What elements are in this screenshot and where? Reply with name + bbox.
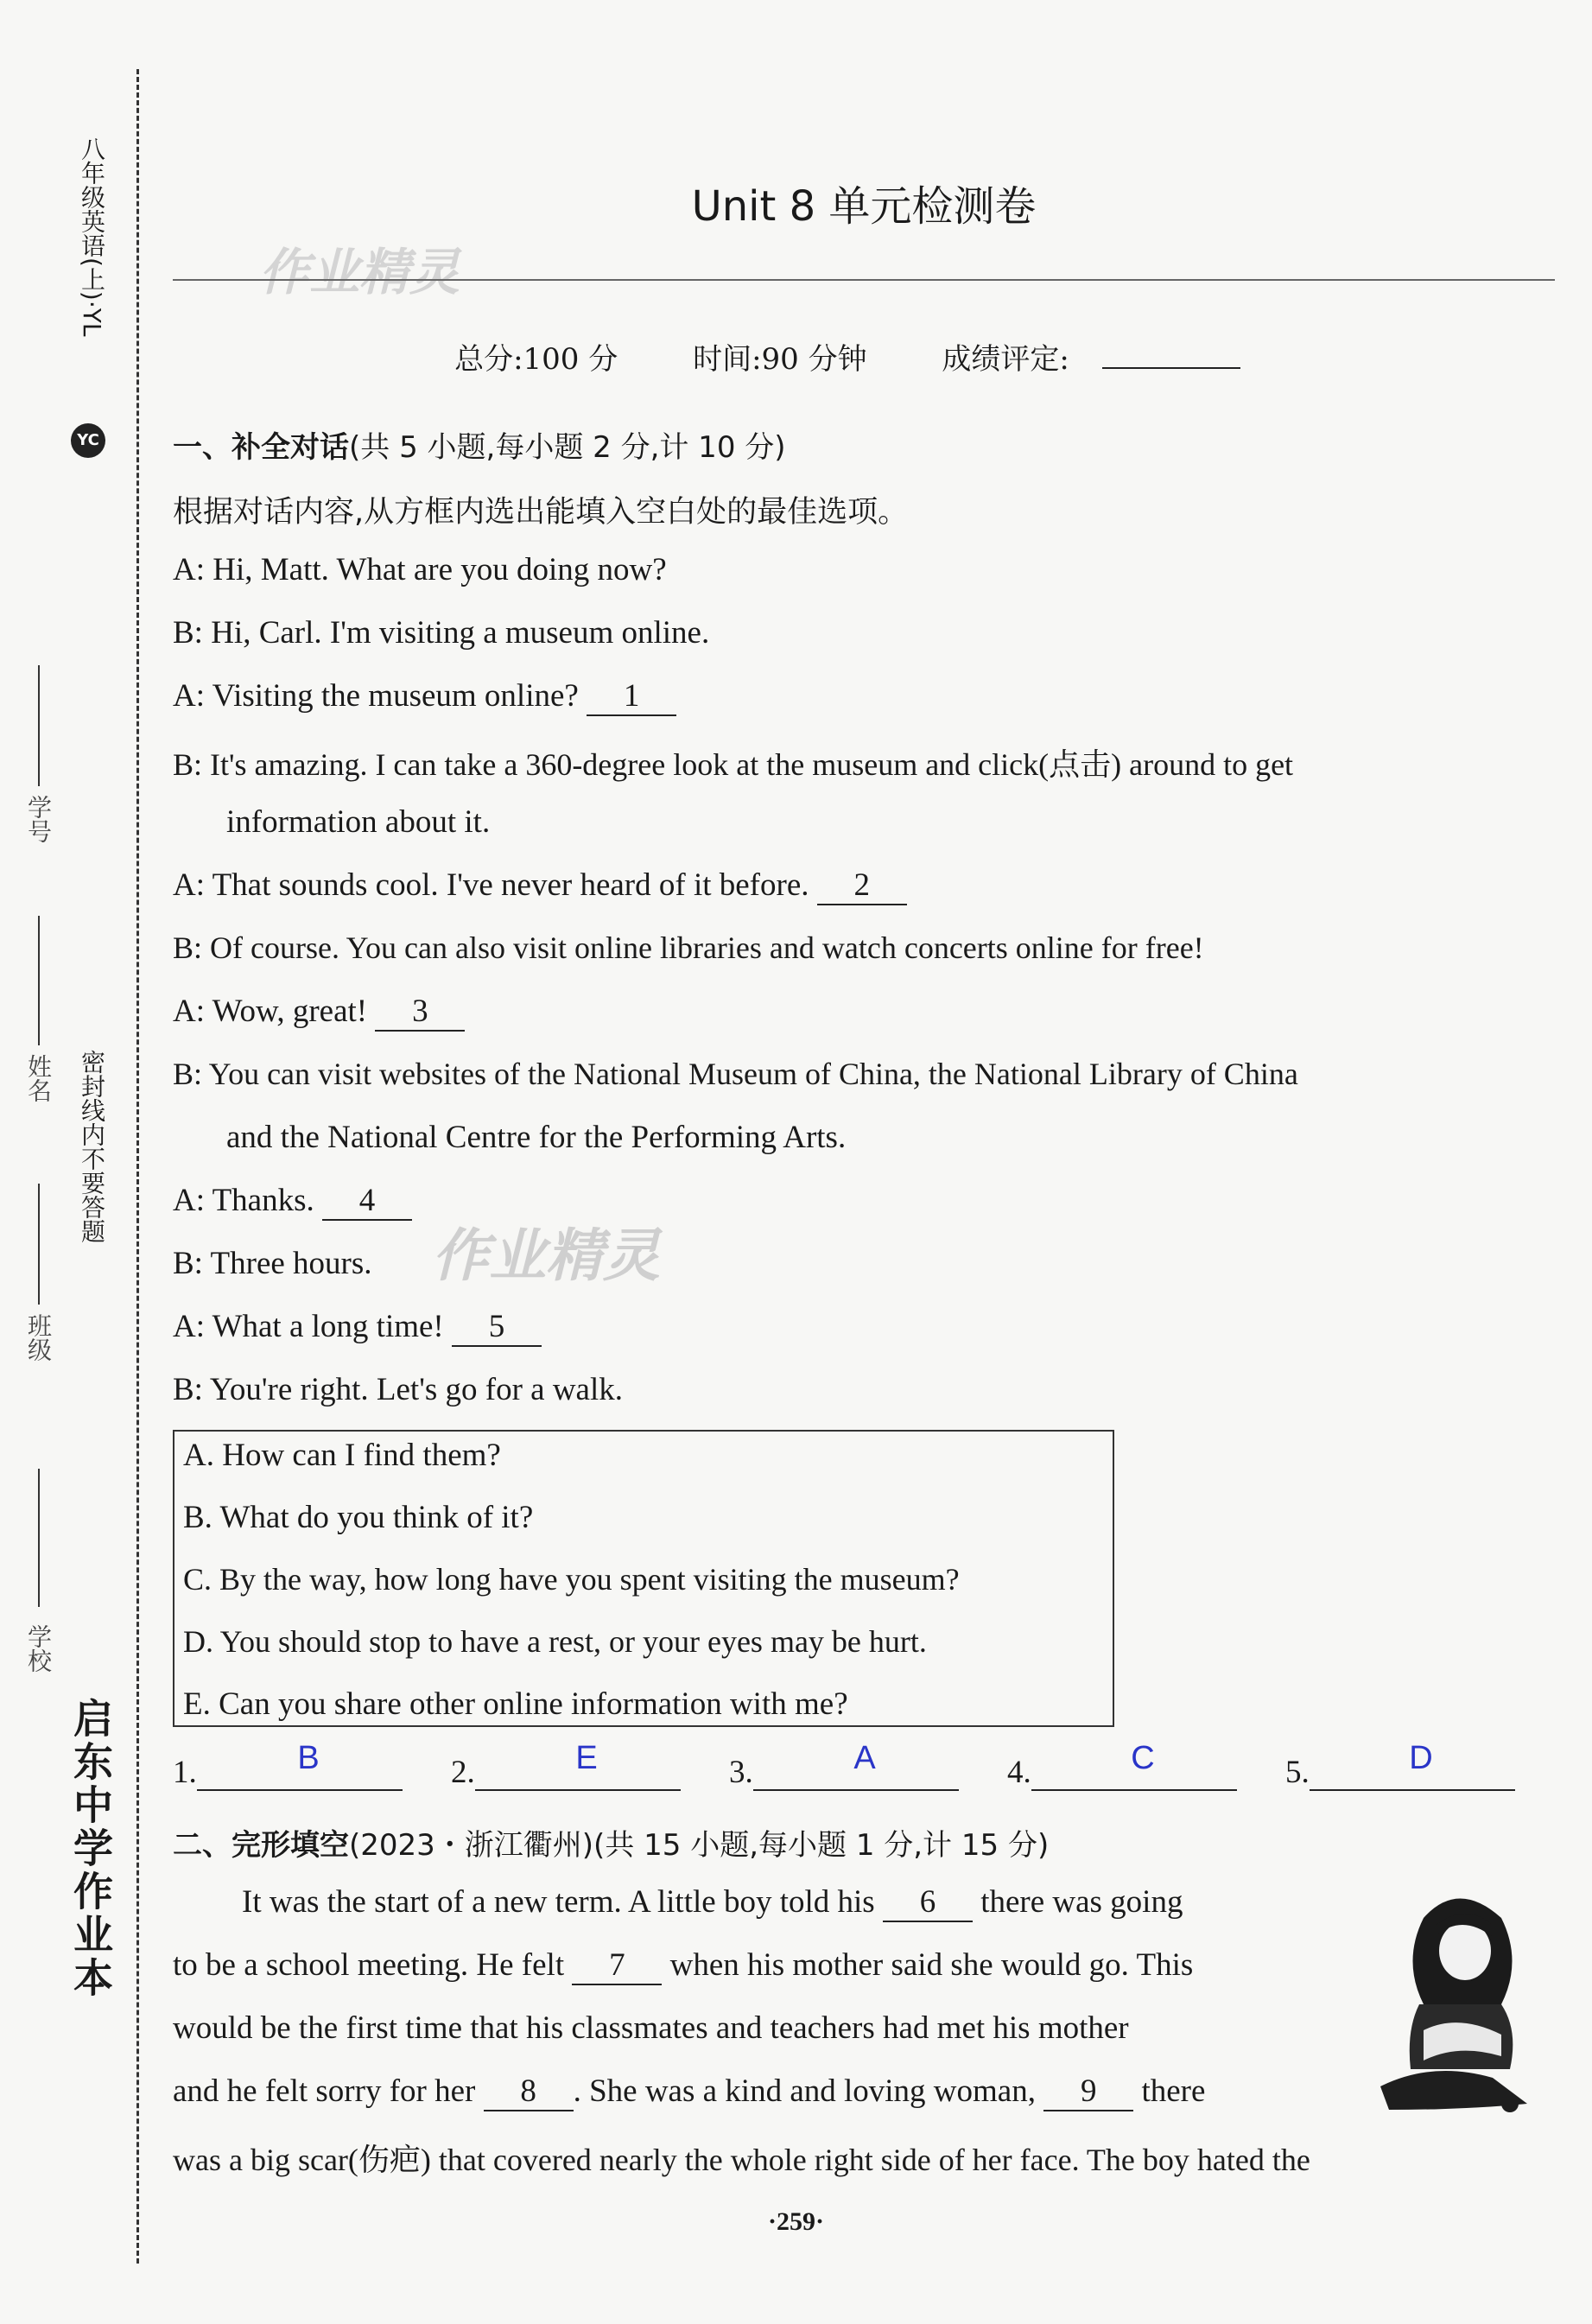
dialog-line: information about it.	[226, 804, 491, 840]
seal-notice: 密封线内不要答题	[78, 1050, 106, 1243]
dialog-line: A: Hi, Matt. What are you doing now?	[173, 552, 667, 587]
answer-item	[451, 1740, 681, 1791]
dialog-line	[173, 677, 676, 716]
section2-heading	[173, 1821, 1049, 1864]
answer-num: 3.	[729, 1755, 753, 1790]
answer-value: C	[1131, 1740, 1155, 1776]
field-number-label: 学号	[24, 795, 53, 843]
section1-heading	[173, 423, 786, 466]
answer-value: A	[853, 1740, 876, 1776]
dialog-line: B: It's amazing. I can take a 360-degree look at the museum and click(点击) around to get	[173, 747, 1294, 782]
grade-label: 成绩评定:	[942, 342, 1069, 377]
answer-num: 5.	[1285, 1755, 1310, 1790]
dialog-line	[173, 867, 907, 905]
dialog-text: A: Thanks.	[173, 1183, 314, 1218]
field-name-label: 姓名	[24, 1054, 53, 1102]
passage-text: and he felt sorry for her	[173, 2073, 476, 2109]
dialog-text: A: That sounds cool. I've never heard of it before.	[173, 867, 809, 903]
answer-item	[729, 1740, 959, 1791]
dialog-line: B: You're right. Let's go for a walk.	[173, 1372, 623, 1407]
option-d: D. You should stop to have a rest, or your eyes may be hurt.	[183, 1624, 927, 1659]
field-school-label: 学校	[24, 1624, 53, 1673]
blank-6[interactable]: 6	[883, 1883, 973, 1922]
dialog-line: B: Of course. You can also visit online libraries and watch concerts online for free!	[173, 930, 1204, 965]
dialog-line: and the National Centre for the Performing Arts.	[226, 1120, 847, 1155]
total-score: 总分:100 分	[454, 342, 618, 377]
blank-2[interactable]: 2	[817, 867, 907, 905]
field-class-label: 班级	[24, 1313, 53, 1362]
watermark: 作业精灵	[432, 1222, 660, 1289]
option-c: C. By the way, how long have you spent visiting the museum?	[183, 1562, 960, 1597]
passage-text: . She was a kind and loving woman,	[573, 2073, 1036, 2109]
field-class-blank	[38, 1184, 40, 1305]
dialog-line	[173, 1182, 412, 1221]
option-b: B. What do you think of it?	[183, 1500, 534, 1535]
dialog-line: B: You can visit websites of the National Museum of China, the National Library of China	[173, 1057, 1298, 1091]
dialog-line: B: Hi, Carl. I'm visiting a museum online.	[173, 615, 710, 651]
field-school-blank	[38, 1469, 40, 1607]
blank-7[interactable]: 7	[572, 1946, 662, 1985]
dialog-text: A: What a long time!	[173, 1309, 444, 1344]
section1-instruction: 根据对话内容,从方框内选出能填入空白处的最佳选项。	[173, 495, 909, 530]
answer-value: E	[575, 1740, 598, 1776]
page-number: ·259·	[767, 2207, 824, 2236]
passage-line	[242, 1883, 1183, 1922]
dialog-line: B: Three hours.	[173, 1246, 372, 1281]
blank-3[interactable]: 3	[375, 993, 465, 1032]
passage-line: would be the first time that his classmates and teachers had met his mother	[173, 2010, 1129, 2046]
dialog-text: A: Visiting the museum online?	[173, 678, 579, 714]
answer-value: D	[1409, 1740, 1433, 1776]
blank-4[interactable]: 4	[322, 1182, 412, 1221]
dialog-line	[173, 993, 465, 1032]
answer-item	[1285, 1740, 1515, 1791]
grade-field	[942, 342, 1272, 377]
passage-line	[173, 2073, 1205, 2111]
dialog-line	[173, 1308, 542, 1347]
score-info	[173, 335, 1555, 378]
blank-8[interactable]: 8	[484, 2073, 574, 2111]
dialog-text: A: Wow, great!	[173, 994, 368, 1029]
option-a: A. How can I find them?	[183, 1438, 501, 1473]
field-name-blank	[38, 916, 40, 1045]
answer-value: B	[297, 1740, 320, 1776]
watermark: 作业精灵	[259, 243, 460, 302]
passage-line	[173, 1946, 1193, 1985]
passage-text: there was going	[980, 1884, 1183, 1920]
section2-title: 二、完形填空	[173, 1828, 349, 1863]
answer-num: 4.	[1007, 1755, 1031, 1790]
section1-meta: (共 5 小题,每小题 2 分,计 10 分)	[349, 430, 786, 465]
time-limit: 时间:90 分钟	[693, 342, 867, 377]
blank-1[interactable]: 1	[587, 677, 676, 716]
answer-num: 1.	[173, 1755, 197, 1790]
section2-meta: (2023・浙江衢州)(共 15 小题,每小题 1 分,计 15 分)	[349, 1828, 1050, 1863]
answer-item	[1007, 1740, 1237, 1791]
title-divider	[173, 279, 1555, 281]
binding-margin	[0, 0, 130, 2324]
blank-9[interactable]: 9	[1043, 2073, 1133, 2111]
publisher-logo: YC	[71, 423, 105, 458]
passage-text: It was the start of a new term. A little boy told his	[242, 1884, 875, 1920]
passage-text: to be a school meeting. He felt	[173, 1947, 565, 1983]
brand-label: 启东中学作业本	[67, 1698, 114, 2000]
page-title: Unit 8 单元检测卷	[691, 182, 1037, 231]
girl-illustration	[1372, 1883, 1544, 2117]
passage-text: when his mother said she would go. This	[669, 1947, 1194, 1983]
answer-num: 2.	[451, 1755, 475, 1790]
grade-blank	[1102, 341, 1240, 369]
options-box	[173, 1430, 1114, 1727]
seal-dashed-line	[136, 69, 139, 2264]
field-number-blank	[38, 665, 40, 786]
passage-text: there	[1141, 2073, 1206, 2109]
blank-5[interactable]: 5	[452, 1308, 542, 1347]
series-label: 八年级英语(上)·YL	[78, 137, 106, 337]
section1-title: 一、补全对话	[173, 430, 349, 465]
passage-line: was a big scar(伤疤) that covered nearly the whole right side of her face. The boy hated the	[173, 2143, 1310, 2177]
option-e: E. Can you share other online information with me?	[183, 1686, 848, 1722]
answer-item	[173, 1740, 403, 1791]
